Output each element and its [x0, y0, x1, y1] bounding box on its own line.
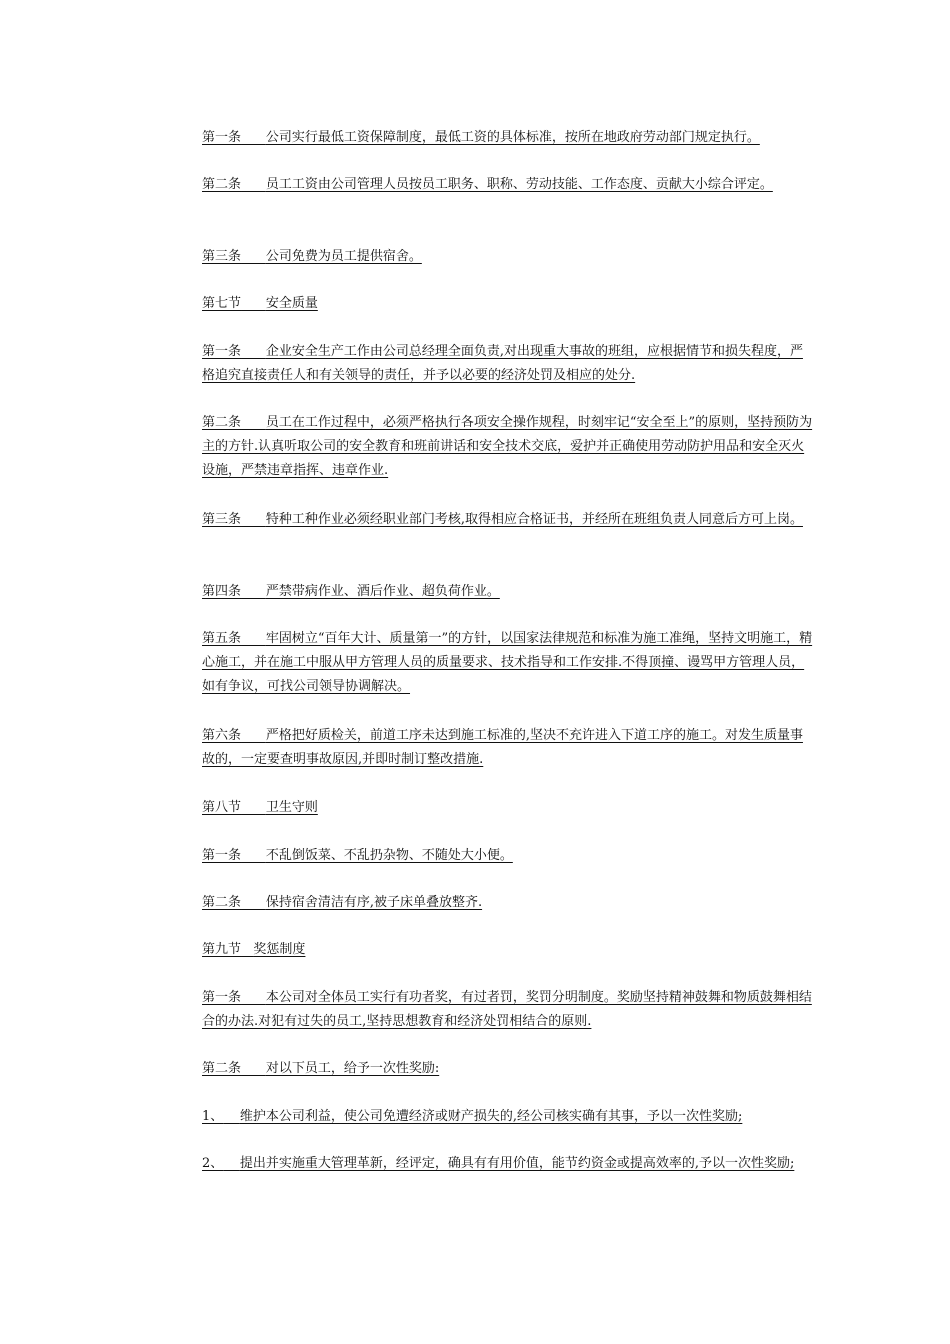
clause-text: 公司免费为员工提供宿舍。: [265, 249, 422, 264]
clause-label: 第一条: [202, 990, 242, 1005]
clause-text: 员工在工作过程中，必须严格执行各项安全操作规程，时刻牢记“安全至上”的原则，坚持预防为主的方针.认真听取公司的安全教育和班前讲话和安全技术交底，爱护并正确使用劳动防护用品和安全灭火设施，严禁违章指挥、违章作业.: [202, 415, 813, 478]
clause-label: 第二条: [202, 1061, 242, 1076]
paragraph: [202, 844, 814, 868]
paragraph: [202, 340, 814, 388]
clause-label: 第三条: [202, 249, 242, 264]
section-label: 第七节: [202, 296, 242, 311]
clause-text: 严格把好质检关，前道工序未达到施工标准的,坚决不充许进入下道工序的施工。对发生质量事故的，一定要查明事故原因,并即时制订整改措施.: [202, 728, 803, 767]
list-item: [202, 1152, 814, 1176]
clause-text: 特种工种作业必须经职业部门考核,取得相应合格证书，并经所在班组负责人同意后方可上岗。: [265, 512, 803, 527]
list-number: 1、: [202, 1109, 224, 1124]
clause-text: 严禁带病作业、酒后作业、超负荷作业。: [265, 584, 500, 599]
clause-label: 第三条: [202, 512, 242, 527]
clause-text: 公司实行最低工资保障制度，最低工资的具体标准，按所在地政府劳动部门规定执行。: [265, 130, 760, 145]
paragraph: [202, 126, 814, 150]
list-text: 维护本公司利益，使公司免遭经济或财产损失的,经公司核实确有其事，予以一次性奖励;: [239, 1109, 743, 1124]
list-item: [202, 1105, 814, 1129]
clause-text: 员工工资由公司管理人员按员工职务、职称、劳动技能、工作态度、贡献大小综合评定。: [265, 177, 773, 192]
clause-label: 第二条: [202, 415, 242, 430]
clause-text: 不乱倒饭菜、不乱扔杂物、不随处大小便。: [265, 848, 513, 863]
paragraph: [202, 245, 814, 269]
list-text: 提出并实施重大管理革新，经评定，确具有有用价值，能节约资金或提高效率的,予以一次性奖励;: [239, 1156, 795, 1171]
clause-label: 第一条: [202, 344, 242, 359]
section-title: 安全质量: [265, 296, 318, 311]
paragraph: [202, 724, 814, 772]
section-heading: [202, 938, 814, 962]
list-number: 2、: [202, 1156, 224, 1171]
paragraph: [202, 627, 814, 699]
clause-label: 第一条: [202, 130, 242, 145]
paragraph: [202, 173, 814, 197]
clause-text: 牢固树立“百年大计、质量第一”的方针，以国家法律规范和标准为施工准绳，坚持文明施工，精心施工，并在施工中服从甲方管理人员的质量要求、技术指导和工作安排.不得顶撞、谩骂甲方管理人员，如有争议，可找公司领导协调解决。: [202, 631, 813, 694]
section-label: 第八节: [202, 800, 242, 815]
clause-label: 第四条: [202, 584, 242, 599]
clause-text: 本公司对全体员工实行有功者奖，有过者罚，奖罚分明制度。奖励坚持精神鼓舞和物质鼓舞相结合的办法.对犯有过失的员工,坚持思想教育和经济处罚相结合的原则.: [202, 990, 812, 1029]
paragraph: [202, 891, 814, 915]
section-label: 第九节: [202, 942, 242, 957]
paragraph: [202, 1057, 814, 1081]
section-heading: [202, 796, 814, 820]
paragraph: [202, 580, 814, 604]
clause-text: 保持宿舍清洁有序,被子床单叠放整齐.: [265, 895, 483, 910]
clause-label: 第一条: [202, 848, 242, 863]
clause-label: 第五条: [202, 631, 242, 646]
clause-label: 第二条: [202, 895, 242, 910]
paragraph: [202, 508, 814, 532]
clause-label: 第二条: [202, 177, 242, 192]
clause-text: 企业安全生产工作由公司总经理全面负责,对出现重大事故的班组，应根据情节和损失程度，严格追究直接责任人和有关领导的责任，并予以必要的经济处罚及相应的处分.: [202, 344, 803, 383]
section-heading: [202, 292, 814, 316]
paragraph: [202, 986, 814, 1034]
clause-label: 第六条: [202, 728, 242, 743]
clause-text: 对以下员工，给予一次性奖励:: [265, 1061, 440, 1076]
section-title: 卫生守则: [265, 800, 318, 815]
paragraph: [202, 411, 814, 483]
section-title: 奖惩制度: [253, 942, 306, 957]
